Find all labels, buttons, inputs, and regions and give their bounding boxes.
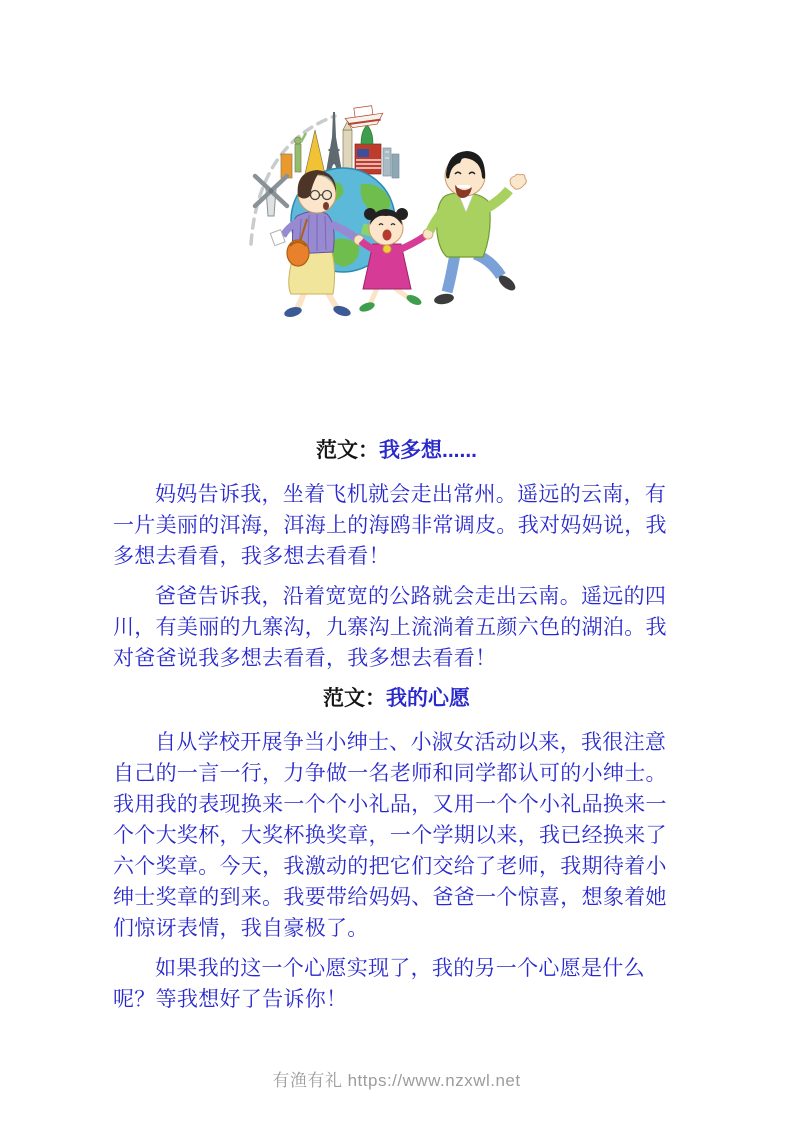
section-title-1 bbox=[113, 435, 680, 466]
essay-title: 我的心愿 bbox=[386, 687, 470, 710]
skyscrapers bbox=[383, 148, 399, 178]
section-label: 范文： bbox=[315, 439, 379, 462]
essay-content bbox=[113, 431, 680, 1024]
essay-paragraph: 自从学校开展争当小绅士、小淑女活动以来，我很注意自己的一言一行，力争做一名老师和同学都认可的小绅士。我用我的表现换来一个个小礼品，又用一个个小礼品换来一个个大奖杯，大奖杯换奖章，一个学期以来，我已经换来了六个奖章。今天，我激动的把它们交给了老师，我期待着小绅士奖章的到来。我要带给妈妈、爸爸一个惊喜，想象着她们惊讶表情，我自豪极了。 bbox=[113, 731, 667, 940]
world-landmarks bbox=[281, 104, 399, 178]
family-travel-globe-graphic bbox=[243, 92, 543, 322]
yellow-tower bbox=[305, 130, 325, 174]
essay-paragraph: 如果我的这一个心愿实现了，我的另一个心愿是什么呢？等我想好了告诉你！ bbox=[113, 957, 645, 1011]
cruise-ship-icon bbox=[344, 104, 384, 128]
essay-paragraph: 爸爸告诉我，沿着宽宽的公路就会走出云南。遥远的四川，有美丽的九寨沟，九寨沟上流淌着五颜六色的湖泊。我对爸爸说我多想去看看，我多想去看看！ bbox=[113, 585, 667, 670]
shoulder-bag bbox=[287, 240, 309, 266]
waving-hand bbox=[510, 174, 526, 189]
essay-paragraph: 妈妈告诉我，坐着飞机就会走出常州。遥远的云南，有一片美丽的洱海，洱海上的海鸥非常调皮。我对妈妈说，我多想去看看，我多想去看看！ bbox=[113, 483, 667, 568]
father-figure bbox=[430, 151, 526, 306]
watermark-footer: 有渔有礼 https://www.nzxwl.net bbox=[272, 1071, 521, 1090]
section-title-2 bbox=[113, 683, 680, 714]
eiffel-tower-icon bbox=[326, 112, 342, 172]
family-travel-illustration bbox=[243, 92, 543, 322]
red-castle bbox=[355, 125, 381, 174]
section-label: 范文： bbox=[323, 687, 386, 710]
essay-title: 我多想...... bbox=[378, 439, 477, 462]
daughter-figure bbox=[358, 208, 433, 313]
